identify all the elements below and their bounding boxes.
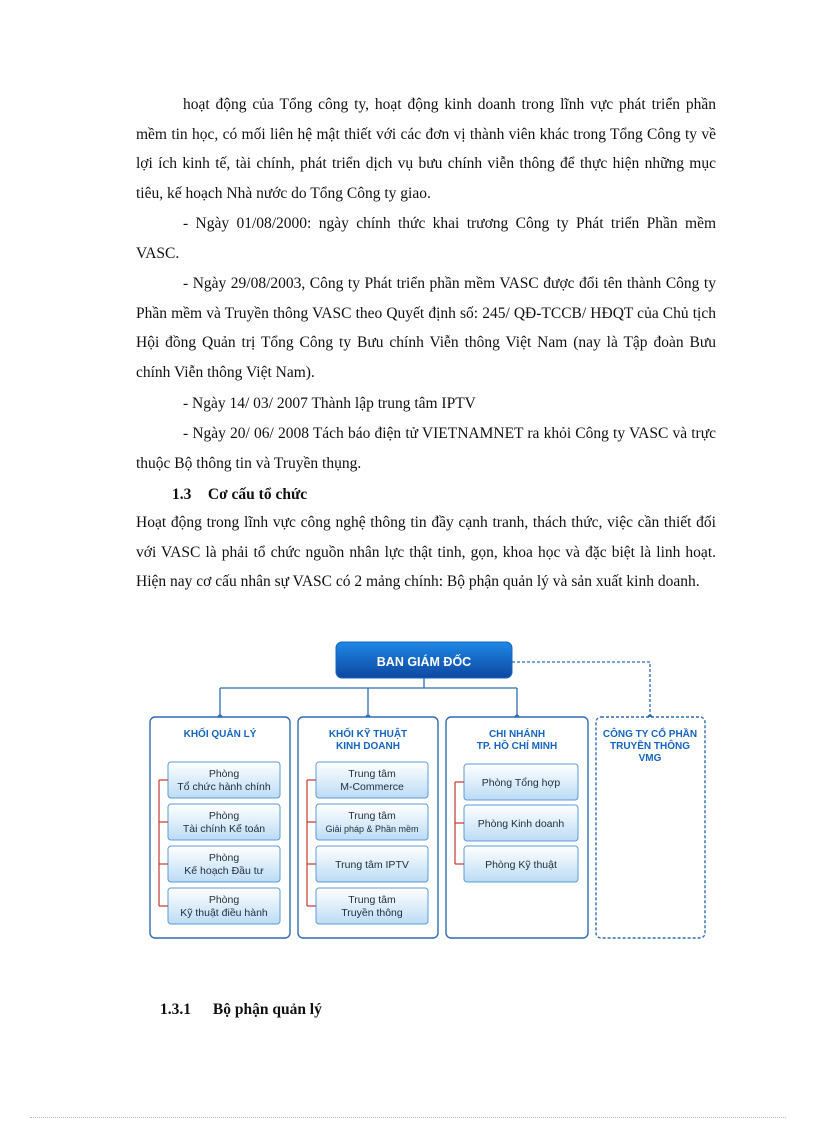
column-title: CÔNG TY CỔ PHẦN bbox=[602, 729, 698, 740]
unit-label: Phòng bbox=[208, 810, 240, 822]
unit-label: Phòng Kỹ thuật bbox=[485, 859, 557, 871]
unit-label: Kế hoạch Đầu tư bbox=[184, 865, 264, 877]
paragraph-intro: hoạt động của Tổng công ty, hoạt động kinh doanh trong lĩnh vực phát triển phần mềm tin học, có mối liên hệ mật thiết với các đơn vị thành viên khác trong Tổng Công ty về lợi ích kinh tế, tài chính, phát triển dịch vụ bưu chính viễn thông để thực hiện những mục tiêu, kế hoạch Nhà nước do Tổng Công ty giao. bbox=[136, 96, 716, 202]
unit-label: Phòng bbox=[208, 894, 240, 906]
heading-1-3-1-title: Bộ phận quản lý bbox=[212, 1001, 322, 1018]
unit-label: Tài chính Kế toán bbox=[182, 823, 266, 835]
unit-label: Trung tâm bbox=[348, 810, 396, 822]
page-bottom-rule bbox=[30, 1117, 786, 1118]
paragraph-2008: - Ngày 20/ 06/ 2008 Tách báo điện tử VIETNAMNET ra khỏi Công ty VASC và trực thuộc Bộ thông tin và Truyền thụng. bbox=[136, 425, 716, 472]
unit-label: Phòng bbox=[208, 768, 240, 780]
column-title: KHỐI QUẢN LÝ bbox=[183, 729, 257, 740]
heading-1-3-title: Cơ cấu tổ chức bbox=[207, 486, 308, 503]
org-chart bbox=[146, 640, 708, 947]
heading-1-3-number: 1.3 bbox=[172, 486, 192, 503]
unit-label: Trung tâm IPTV bbox=[335, 859, 409, 871]
unit-label: Truyền thông bbox=[341, 907, 403, 919]
heading-1-3-1 bbox=[160, 995, 322, 1024]
column-title: VMG bbox=[638, 753, 662, 764]
unit-label: Trung tâm bbox=[348, 768, 396, 780]
column-title: TRUYỀN THÔNG bbox=[610, 741, 690, 752]
connector-dashed bbox=[512, 662, 650, 717]
paragraph-structure: Hoạt động trong lĩnh vực công nghệ thông tin đầy cạnh tranh, thách thức, việc cần thiết đối với VASC là phải tổ chức nguồn nhân lực thật tinh, gọn, khoa học và đặc biệt là linh hoạt. Hiện nay cơ cấu nhân sự VASC có 2 mảng chính: Bộ phận quản lý và sản xuất kinh doanh. bbox=[136, 514, 716, 590]
unit-label: Kỹ thuật điều hành bbox=[180, 907, 268, 919]
paragraph-2007: - Ngày 14/ 03/ 2007 Thành lập trung tâm IPTV bbox=[183, 395, 476, 412]
column-title: TP. HỒ CHÍ MINH bbox=[476, 741, 558, 752]
unit-label: Phòng Tổng hợp bbox=[481, 777, 561, 789]
paragraph-2000: - Ngày 01/08/2000: ngày chính thức khai trương Công ty Phát triển Phần mềm VASC. bbox=[136, 215, 716, 262]
unit-label: M-Commerce bbox=[340, 781, 404, 793]
paragraph-2003: - Ngày 29/08/2003, Công ty Phát triển phần mềm VASC được đổi tên thành Công ty Phần mềm và Truyền thông VASC theo Quyết định số: 245/ QĐ-TCCB/ HĐQT của Chủ tịch Hội đồng Quản trị Tổng Công ty Bưu chính Viễn thông Việt Nam (nay là Tập đoàn Bưu chính Viễn thông Việt Nam). bbox=[136, 275, 716, 381]
heading-1-3-1-number: 1.3.1 bbox=[160, 1001, 191, 1018]
unit-label: Trung tâm bbox=[348, 894, 396, 906]
column-title: KINH DOANH bbox=[336, 741, 400, 752]
top-box-label: BAN GIÁM ĐỐC bbox=[376, 655, 472, 669]
unit-label: Phòng Kinh doanh bbox=[477, 818, 565, 830]
unit-label: Giải pháp & Phần mềm bbox=[325, 824, 419, 834]
column-title: KHỐI KỸ THUẬT bbox=[328, 729, 408, 740]
column-title: CHI NHÁNH bbox=[488, 729, 546, 740]
heading-1-3 bbox=[172, 480, 307, 509]
unit-label: Phòng bbox=[208, 852, 240, 864]
org-chart-svg bbox=[146, 640, 708, 942]
unit-label: Tổ chức hành chính bbox=[177, 781, 271, 793]
